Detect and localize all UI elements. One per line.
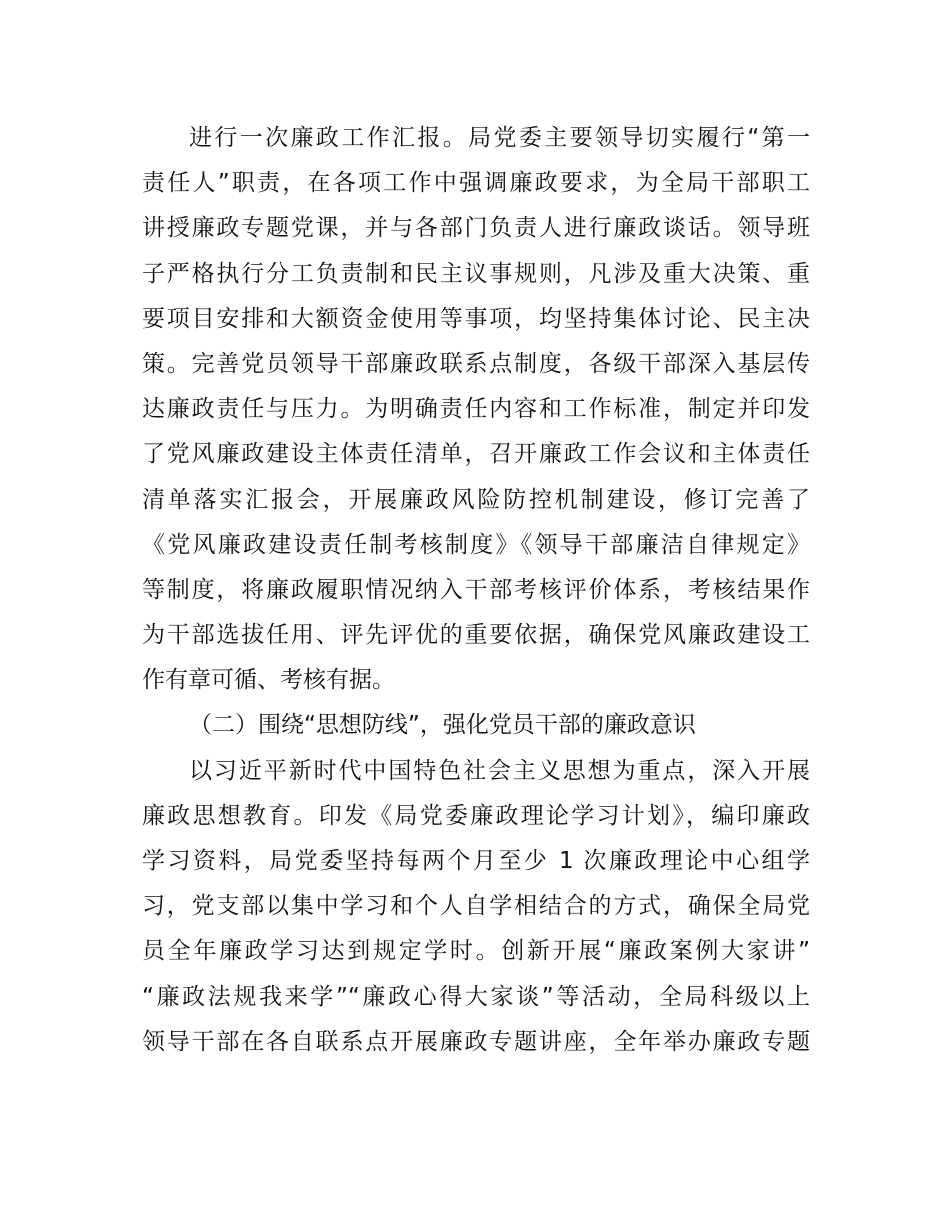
paragraph-line: 要项目安排和大额资金使用等事项，均坚持集体讨论、民主决 xyxy=(142,305,810,332)
paragraph-line: 员全年廉政学习达到规定学时。创新开展“廉政案例大家讲” xyxy=(142,938,810,965)
section-heading: （二）围绕“思想防线”，强化党员干部的廉政意识 xyxy=(189,712,696,739)
paragraph-line: 达廉政责任与压力。为明确责任内容和工作标准，制定并印发 xyxy=(142,396,810,423)
paragraph-line: 以习近平新时代中国特色社会主义思想为重点，深入开展 xyxy=(189,757,810,784)
paragraph-line: 习，党支部以集中学习和个人自学相结合的方式，确保全局党 xyxy=(142,893,810,920)
paragraph-line: 清单落实汇报会，开展廉政风险防控机制建设，修订完善了 xyxy=(142,486,810,513)
paragraph-line: 廉政思想教育。印发《局党委廉政理论学习计划》，编印廉政 xyxy=(142,802,810,829)
paragraph-line: 作有章可循、考核有据。 xyxy=(142,667,395,694)
paragraph-line: 策。完善党员领导干部廉政联系点制度，各级干部深入基层传 xyxy=(142,350,810,377)
paragraph-line: 讲授廉政专题党课，并与各部门负责人进行廉政谈话。领导班 xyxy=(142,215,810,242)
paragraph-line: 《党风廉政建设责任制考核制度》《领导干部廉洁自律规定》 xyxy=(142,531,810,558)
paragraph-line: 子严格执行分工负责制和民主议事规则，凡涉及重大决策、重 xyxy=(142,260,810,287)
paragraph-line: 了党风廉政建设主体责任清单，召开廉政工作会议和主体责任 xyxy=(142,441,810,468)
paragraph-line: “廉政法规我来学”“廉政心得大家谈”等活动，全局科级以上 xyxy=(142,983,810,1010)
paragraph-line: 领导干部在各自联系点开展廉政专题讲座，全年举办廉政专题 xyxy=(142,1028,810,1055)
paragraph-line: 为干部选拔任用、评先评优的重要依据，确保党风廉政建设工 xyxy=(142,622,810,649)
paragraph-line: 进行一次廉政工作汇报。局党委主要领导切实履行“第一 xyxy=(189,125,810,151)
paragraph-line: 责任人”职责，在各项工作中强调廉政要求，为全局干部职工 xyxy=(142,170,810,197)
document-body xyxy=(142,116,810,1065)
paragraph-line: 等制度，将廉政履职情况纳入干部考核评价体系，考核结果作 xyxy=(142,576,810,603)
paragraph-line: 学习资料，局党委坚持每两个月至少 1 次廉政理论中心组学 xyxy=(142,848,810,874)
